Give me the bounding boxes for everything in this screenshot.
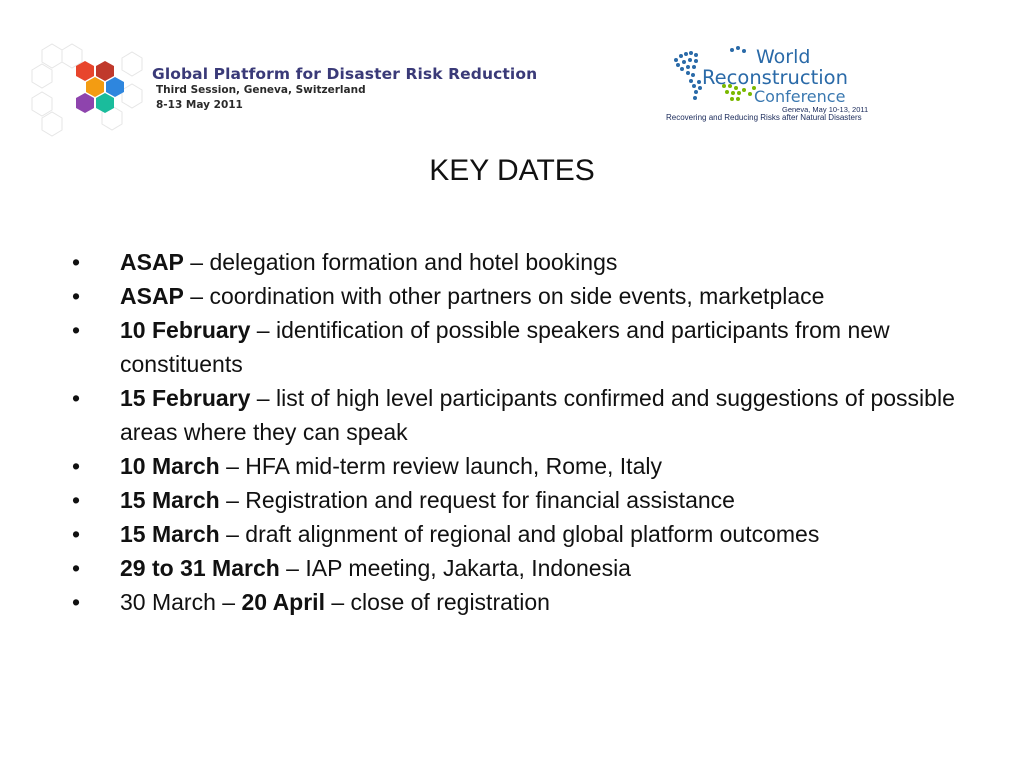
item-text: – identification of possible speakers and participants from new constituents <box>120 317 890 377</box>
item-date: 15 March <box>120 521 220 547</box>
item-date: ASAP <box>120 249 184 275</box>
bullet-icon: • <box>72 317 81 343</box>
item-date: 20 April <box>241 589 325 615</box>
item-text: – close of registration <box>324 589 550 615</box>
hex-darkred <box>96 61 114 81</box>
hexagon-cluster-icon <box>30 40 150 140</box>
logo-word-reconstruction: Reconstruction <box>702 66 848 89</box>
logo-dates: 8-13 May 2011 <box>156 99 243 111</box>
item-date: 10 February <box>120 317 251 343</box>
bullet-icon: • <box>72 487 81 513</box>
list-item <box>72 449 972 483</box>
logo-title: Global Platform for Disaster Risk Reduction <box>152 65 538 83</box>
logo-word-world: World <box>756 46 811 68</box>
logo-date: Geneva, May 10-13, 2011 <box>782 105 869 114</box>
global-platform-logo <box>30 40 550 140</box>
item-text: – delegation formation and hotel bookings <box>183 249 618 275</box>
logo-word-conference: Conference <box>754 87 846 106</box>
list-item <box>72 313 972 381</box>
world-reconstruction-logo <box>664 42 874 124</box>
item-date: 29 to 31 March <box>120 555 280 581</box>
list-item <box>72 279 972 313</box>
bullet-icon: • <box>72 521 81 547</box>
bullet-icon: • <box>72 249 81 275</box>
item-date: 10 March <box>120 453 220 479</box>
bullet-icon: • <box>72 283 81 309</box>
bullet-icon: • <box>72 555 81 581</box>
list-item <box>72 585 972 619</box>
item-text: – list of high level participants confirmed and suggestions of possible areas where they can speak <box>120 385 955 445</box>
item-text: – Registration and request for financial assistance <box>219 487 735 513</box>
item-prefix: 30 March – <box>120 589 242 615</box>
list-item <box>72 483 972 517</box>
hex-orange <box>86 77 104 97</box>
item-text: – HFA mid-term review launch, Rome, Italy <box>219 453 662 479</box>
slide-title: KEY DATES <box>429 154 595 187</box>
hex-teal <box>96 93 114 113</box>
bullet-icon: • <box>72 385 81 411</box>
hex-purple <box>76 93 94 113</box>
list-item <box>72 551 972 585</box>
list-item <box>72 517 972 551</box>
logo-tagline: Recovering and Reducing Risks after Natural Disasters <box>666 113 862 122</box>
key-dates-list <box>72 245 972 619</box>
item-date: 15 March <box>120 487 220 513</box>
item-date: 15 February <box>120 385 251 411</box>
bullet-icon: • <box>72 453 81 479</box>
bullet-icon: • <box>72 589 81 615</box>
item-text: – IAP meeting, Jakarta, Indonesia <box>279 555 631 581</box>
logo-session: Third Session, Geneva, Switzerland <box>156 84 366 96</box>
hex-blue <box>106 77 124 97</box>
list-item <box>72 245 972 279</box>
list-item <box>72 381 972 449</box>
item-date: ASAP <box>120 283 184 309</box>
item-text: – coordination with other partners on side events, marketplace <box>183 283 825 309</box>
item-text: – draft alignment of regional and global platform outcomes <box>219 521 820 547</box>
